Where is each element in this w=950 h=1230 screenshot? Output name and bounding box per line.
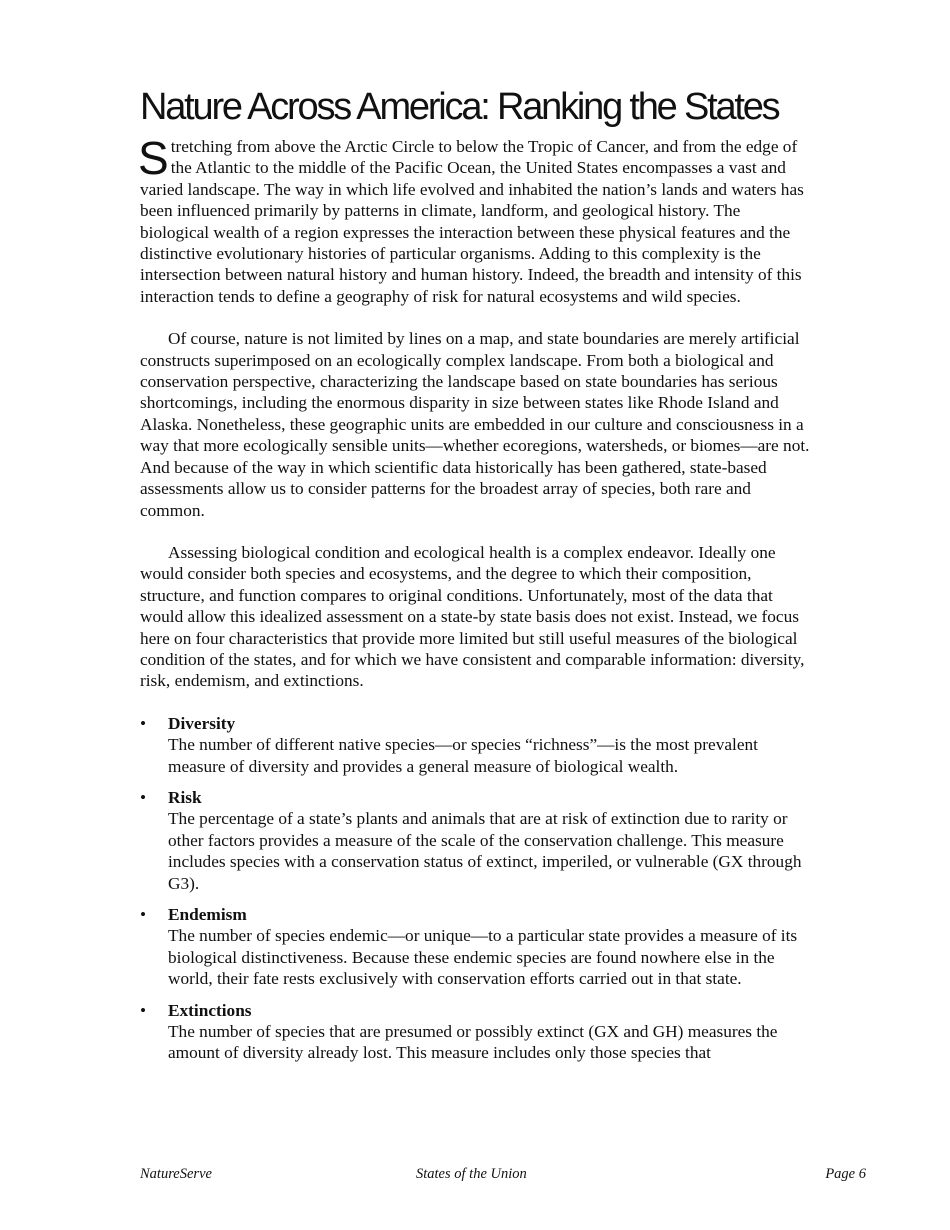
paragraph-3: Assessing biological condition and ecological health is a complex endeavor. Ideally one would consider both species and ecosystems, and the degree to which their composition, structure, and function compares to original conditions. Unfortunately, most of the data that would allow this idealized assessment on a state-by state basis does not exist. Instead, we focus here on four characteristics that provide more limited but still useful measures of the biological condition of the states, and for which we have consistent and comparable information: diversity, risk, endemism, and extinctions. <box>140 542 805 691</box>
list-item-term: Risk <box>168 787 202 807</box>
list-item-risk <box>140 787 812 894</box>
bullet-icon: • <box>140 787 147 807</box>
drop-cap: S <box>138 132 169 184</box>
paragraph-2: Of course, nature is not limited by lines on a map, and state boundaries are merely artificial constructs superimposed on an ecologically complex landscape. From both a biological and conservation perspective, characterizing the landscape based on state boundaries has serious shortcomings, including the enormous disparity in size between states like Rhode Island and Alaska. Nonetheless, these geographic units are embedded in our culture and consciousness in a way that more ecologically sensible units—whether ecoregions, watersheds, or biomes—are not. And because of the way in which scientific data historically has been gathered, state-based assessments allow us to consider patterns for the broadest array of species, both rare and common. <box>140 329 810 520</box>
list-item-endemism <box>140 904 812 990</box>
list-item-diversity <box>140 713 812 777</box>
bullet-icon: • <box>140 905 147 924</box>
bullet-icon: • <box>140 1000 147 1020</box>
list-item-term: Diversity <box>168 713 236 733</box>
measures-list <box>140 713 812 1064</box>
intro-text: tretching from above the Arctic Circle to below the Tropic of Cancer, and from the edge of the Atlantic to the middle of the Pacific Ocean, the United States encompasses a vast and varied landscape. The way in which life evolved and inhabited the nation’s lands and waters has been influenced primarily by patterns in climate, landform, and geological history. The biological wealth of a region expresses the interaction between these physical features and the distinctive evolutionary histories of particular organisms. Adding to this complexity is the intersection between natural history and human history. Indeed, the breadth and intensity of this interaction tends to define a geography of risk for natural ecosystems and wild species. <box>140 137 804 306</box>
list-item-description: The percentage of a state’s plants and animals that are at risk of extinction due to rarity or other factors provides a measure of the scale of the conservation challenge. This measure includes species with a conservation status of extinct, imperiled, or vulnerable (GX through G3). <box>168 809 802 893</box>
footer-publisher: NatureServe <box>140 1166 212 1182</box>
footer-page-number: Page 6 <box>825 1166 866 1182</box>
list-item-term: Extinctions <box>168 1000 252 1020</box>
list-item-term: Endemism <box>168 905 247 924</box>
page-footer <box>140 1166 866 1186</box>
footer-report-title: States of the Union <box>416 1166 527 1182</box>
list-item-description: The number of different native species—or species “richness”—is the most prevalent measure of diversity and provides a general measure of biological wealth. <box>168 735 758 776</box>
list-item-extinctions <box>140 1000 812 1064</box>
bullet-icon: • <box>140 713 147 733</box>
list-item-description: The number of species that are presumed or possibly extinct (GX and GH) measures the amount of diversity already lost. This measure includes only those species that <box>168 1022 778 1063</box>
document-body <box>140 84 812 1074</box>
page-title: Nature Across America: Ranking the States <box>140 86 779 128</box>
intro-paragraph <box>138 132 812 307</box>
list-item-description: The number of species endemic—or unique—to a particular state provides a measure of its biological distinctiveness. Because these endemic species are found nowhere else in the world, their fate rests exclusively with conservation efforts carried out in that state. <box>168 926 798 989</box>
